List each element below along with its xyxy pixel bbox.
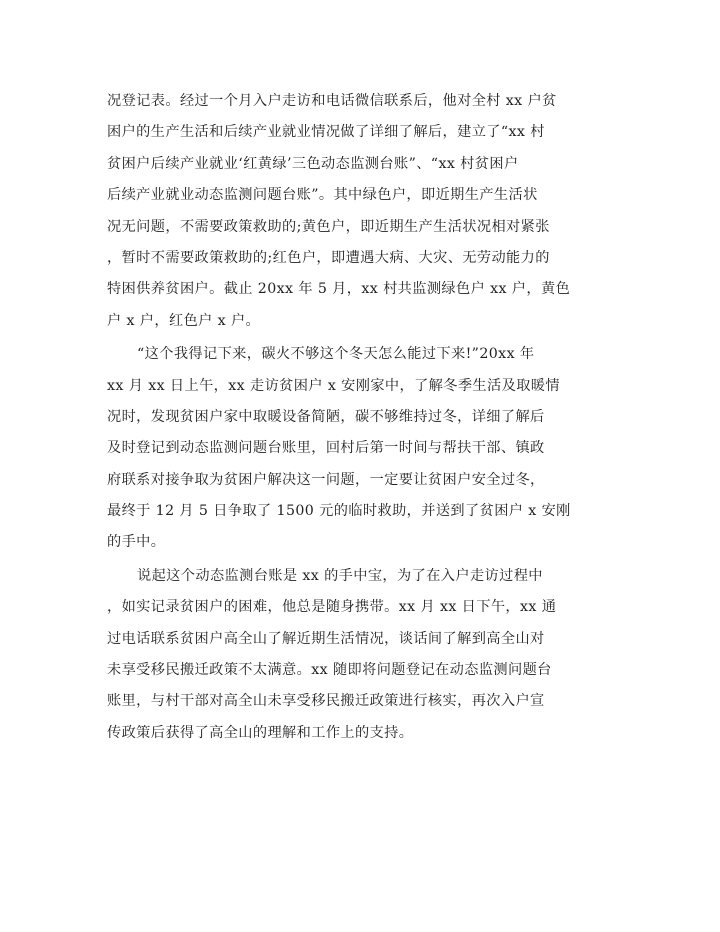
paragraph-1-line-6: ，暂时不需要政策救助的;红色户，即遭遇大病、大灾、无劳动能力的 <box>107 249 550 266</box>
paragraph-1-line-3: 贫困户后续产业就业‘红黄绿’三色动态监测台账”、“xx 村贫困户 <box>107 155 519 172</box>
paragraph-2-line-7: 的手中。 <box>107 534 166 551</box>
paragraph-3-line-3: 过电话联系贫困户高全山了解近期生活情况，谈话间了解到高全山对 <box>107 630 545 647</box>
paragraph-2-line-6: 最终于 12 月 5 日争取了 1500 元的临时救助，并送到了贫困户 x 安刚 <box>107 503 571 520</box>
paragraph-1-line-4: 后续产业就业动态监测问题台账”。其中绿色户，即近期生产生活状 <box>107 187 538 204</box>
paragraph-3-line-4: 未享受移民搬迁政策不太满意。xx 随即将问题登记在动态监测问题台 <box>107 662 552 679</box>
paragraph-2-line-5: 府联系对接争取为贫困户解决这一问题，一定要让贫困户安全过冬， <box>107 471 545 488</box>
paragraph-1-line-2: 困户的生产生活和后续产业就业情况做了详细了解后，建立了“xx 村 <box>107 124 545 141</box>
paragraph-2-line-4: 及时登记到动态监测问题台账里，回村后第一时间与帮扶干部、镇政 <box>107 440 545 457</box>
paragraph-1-line-1: 况登记表。经过一个月入户走访和电话微信联系后，他对全村 xx 户贫 <box>107 93 557 109</box>
paragraph-1-line-7: 特困供养贫困户。截止 20xx 年 5 月，xx 村共监测绿色户 xx 户，黄色 <box>107 281 571 298</box>
paragraph-1-line-8: 户 x 户，红色户 x 户。 <box>107 312 261 329</box>
paragraph-3-line-1: 说起这个动态监测台账是 xx 的手中宝，为了在入户走访过程中 <box>137 567 543 584</box>
paragraph-3-line-6: 传政策后获得了高全山的理解和工作上的支持。 <box>107 724 414 741</box>
paragraph-2-line-3: 况时，发现贫困户家中取暖设备简陋，碳不够维持过冬，详细了解后 <box>107 408 545 425</box>
document-body <box>107 86 617 749</box>
paragraph-2-line-2: xx 月 xx 日上午，xx 走访贫困户 x 安刚家中，了解冬季生活及取暖情 <box>107 377 560 394</box>
paragraph-2-line-1: “这个我得记下来，碳火不够这个冬天怎么能过下来!”20xx 年 <box>137 346 535 363</box>
paragraph-3-line-5: 账里，与村干部对高全山未享受移民搬迁政策进行核实，再次入户宣 <box>107 693 545 710</box>
paragraph-3-line-2: ，如实记录贫困户的困难，他总是随身携带。xx 月 xx 日下午，xx 通 <box>107 599 557 616</box>
paragraph-1-line-5: 况无问题，不需要政策救助的;黄色户，即近期生产生活状况相对紧张 <box>107 218 550 235</box>
